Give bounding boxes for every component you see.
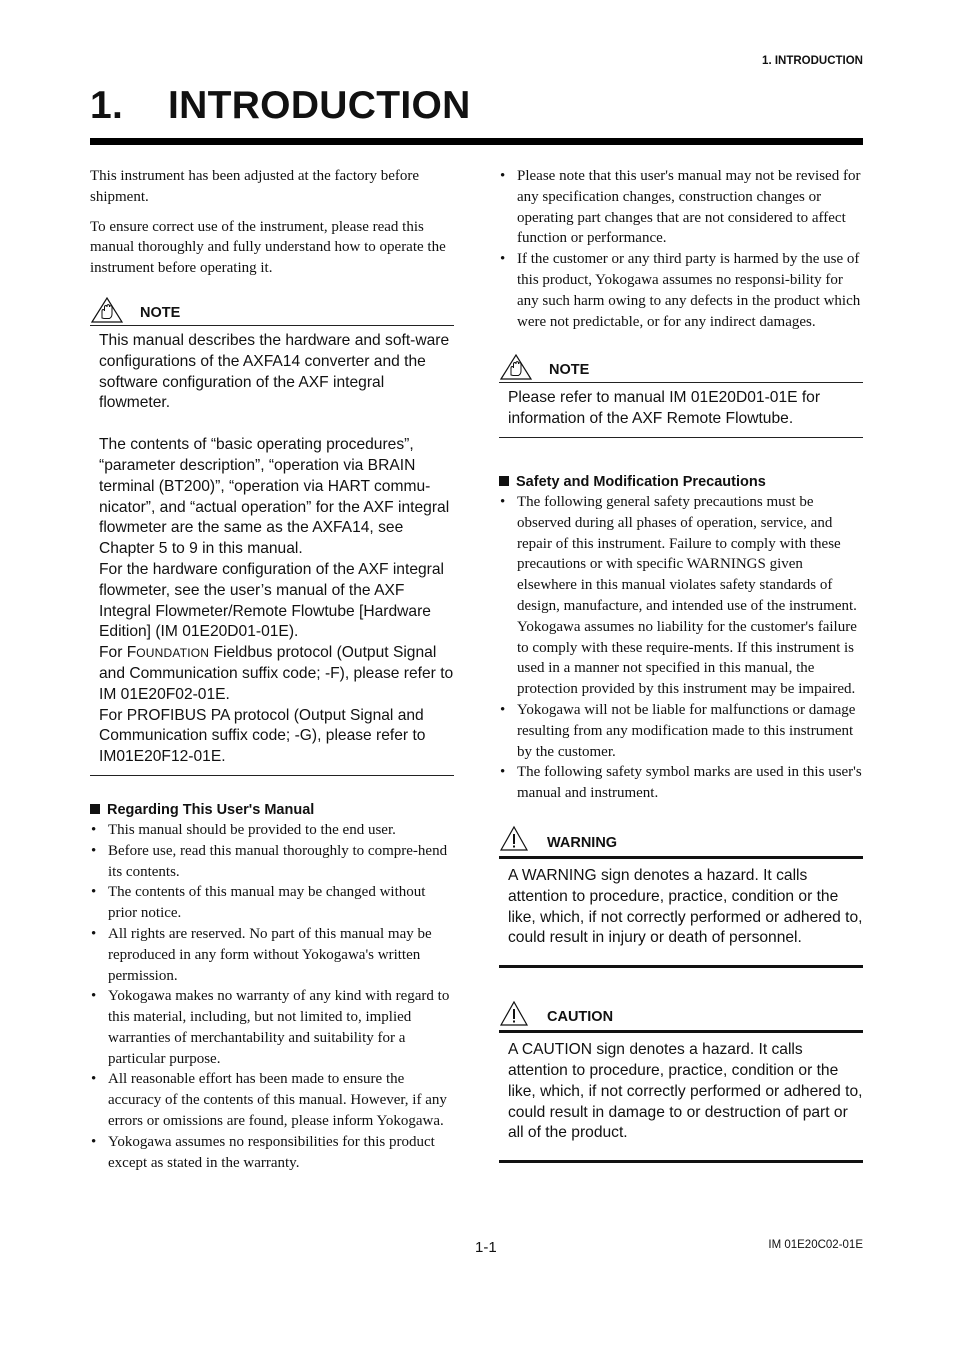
note-box: [90, 325, 454, 776]
top-bullet-list: [499, 166, 863, 332]
note-header: [90, 295, 454, 325]
note-paragraph-1: This manual describes the hardware and soft-ware configurations of the AXFA14 converter and the software configuration of the AXF integral flowmeter.: [99, 331, 450, 412]
caution-text: A CAUTION sign denotes a hazard. It calls attention to procedure, practice, condition or the like, which, if not correctly performed or adhered to, could result in damage to or destruction of part or all of the product.: [508, 1041, 863, 1142]
chapter-title-text: INTRODUCTION: [168, 84, 471, 127]
warning-text: A WARNING sign denotes a hazard. It calls attention to procedure, practice, condition or the like, which, if not correctly performed or adhered to, could result in injury or death of personnel.: [508, 866, 863, 947]
list-item: • The contents of this manual may be changed without prior notice.: [90, 882, 454, 924]
chapter-number: 1.: [90, 84, 124, 127]
caution-label: CAUTION: [547, 1009, 614, 1026]
note-2-text: Please refer to manual IM 01E20D01-01E for information of the AXF Remote Flowtube.: [508, 389, 821, 428]
regarding-heading-text: Regarding This User's Manual: [107, 801, 315, 818]
square-bullet-icon: [90, 804, 100, 814]
list-item: • Before use, read this manual thoroughly to compre-hend its contents.: [90, 841, 454, 883]
caution-header: [499, 998, 863, 1028]
caution-triangle-icon: [499, 1000, 529, 1027]
running-header: 1. INTRODUCTION: [762, 55, 863, 67]
page-number: 1-1: [475, 1239, 497, 1256]
caution-box: [499, 1030, 863, 1163]
note-p4-prefix: For: [99, 644, 127, 662]
list-item: • Yokogawa makes no warranty of any kind with regard to this material, including, but not limited to, implied warranties of merchantability and suitability for a particular purpose.: [90, 986, 454, 1069]
document-id: IM 01E20C02-01E: [768, 1239, 863, 1251]
foundation-f: F: [126, 644, 137, 662]
warning-box: [499, 856, 863, 968]
regarding-heading: [90, 802, 454, 818]
safety-heading-text: Safety and Modification Precautions: [516, 473, 766, 490]
note-header-2: [499, 352, 863, 382]
foundation-smallcaps: OUNDATION: [136, 646, 210, 661]
hand-note-icon: [499, 353, 533, 381]
list-item: • If the customer or any third party is harmed by the use of this product, Yokogawa assumes no responsi-bility for any such harm owing to any defects in the product which were not predictable, or for any indirect damages.: [499, 249, 863, 332]
warning-triangle-icon: [499, 825, 529, 852]
safety-list: [499, 492, 863, 804]
left-column: [90, 166, 454, 1173]
hand-note-icon: [90, 296, 124, 324]
note-paragraph-3: For the hardware configuration of the AXF integral flowmeter, see the user’s manual of the AXF Integral Flowmeter/Remote Flowtube [Hardware Edition] (IM 01E20D01-01E).: [99, 560, 444, 641]
list-item: • This manual should be provided to the end user.: [90, 820, 454, 841]
right-column: [499, 166, 863, 1163]
list-item: • Please note that this user's manual may not be revised for any specification changes, construction changes or operating part changes that are not considered to affect function or performance.: [499, 166, 863, 249]
warning-label: WARNING: [547, 834, 618, 851]
note-paragraph-2: The contents of “basic operating procedures”, “parameter description”, “operation via BRAIN terminal (BT200)”, “operation via HART commu-nicator”, and “actual operation” for the AXF integral flowmeter are the same as the AXFA14, see Chapter 5 to 9 in this manual.: [99, 436, 450, 558]
note-box-2: [499, 382, 863, 438]
warning-header: [499, 824, 863, 854]
chapter-title: [90, 84, 471, 128]
note-paragraph-5: For PROFIBUS PA protocol (Output Signal and Communication suffix code; -G), please refer to IM01E20F12-01E.: [99, 706, 426, 766]
note-label: NOTE: [549, 362, 590, 379]
note-label: NOTE: [140, 304, 181, 321]
regarding-list: [90, 820, 454, 1174]
list-item: • All reasonable effort has been made to ensure the accuracy of the contents of this manual. However, if any errors or omissions are found, please inform Yokogawa.: [90, 1069, 454, 1131]
square-bullet-icon: [499, 476, 509, 486]
note-paragraph-4: [99, 643, 454, 705]
note-p4-rest: Fieldbus protocol (Output Signal and Communication suffix code; -F), please refer to IM 01E20F02-01E.: [99, 644, 454, 703]
list-item: • Yokogawa assumes no responsibilities for this product except as stated in the warranty.: [90, 1132, 454, 1174]
intro-paragraph-1: This instrument has been adjusted at the factory before shipment.: [90, 168, 420, 205]
list-item: • Yokogawa will not be liable for malfunctions or damage resulting from any modification made to this instrument by the customer.: [499, 700, 863, 762]
list-item: • All rights are reserved. No part of this manual may be reproduced in any form without Yokogawa's written permission.: [90, 924, 454, 986]
safety-heading: [499, 474, 863, 490]
intro-paragraph-2: To ensure correct use of the instrument, please read this manual thoroughly and fully understand how to operate the instrument before operating it.: [90, 218, 446, 277]
list-item: • The following safety symbol marks are used in this user's manual and instrument.: [499, 762, 863, 804]
list-item: • The following general safety precautions must be observed during all phases of operation, service, and repair of this instrument. Failure to comply with these precautions or with specific WARNINGS given elsewhere in this manual violates safety standards of design, manufacture, and intended use of the instrument. Yokogawa assumes no liability for the customer's failure to comply with these require-ments. If this instrument is used in a manner not specified in this manual, the protection provided by this instrument may be impaired.: [499, 492, 863, 700]
title-rule: [90, 138, 863, 145]
